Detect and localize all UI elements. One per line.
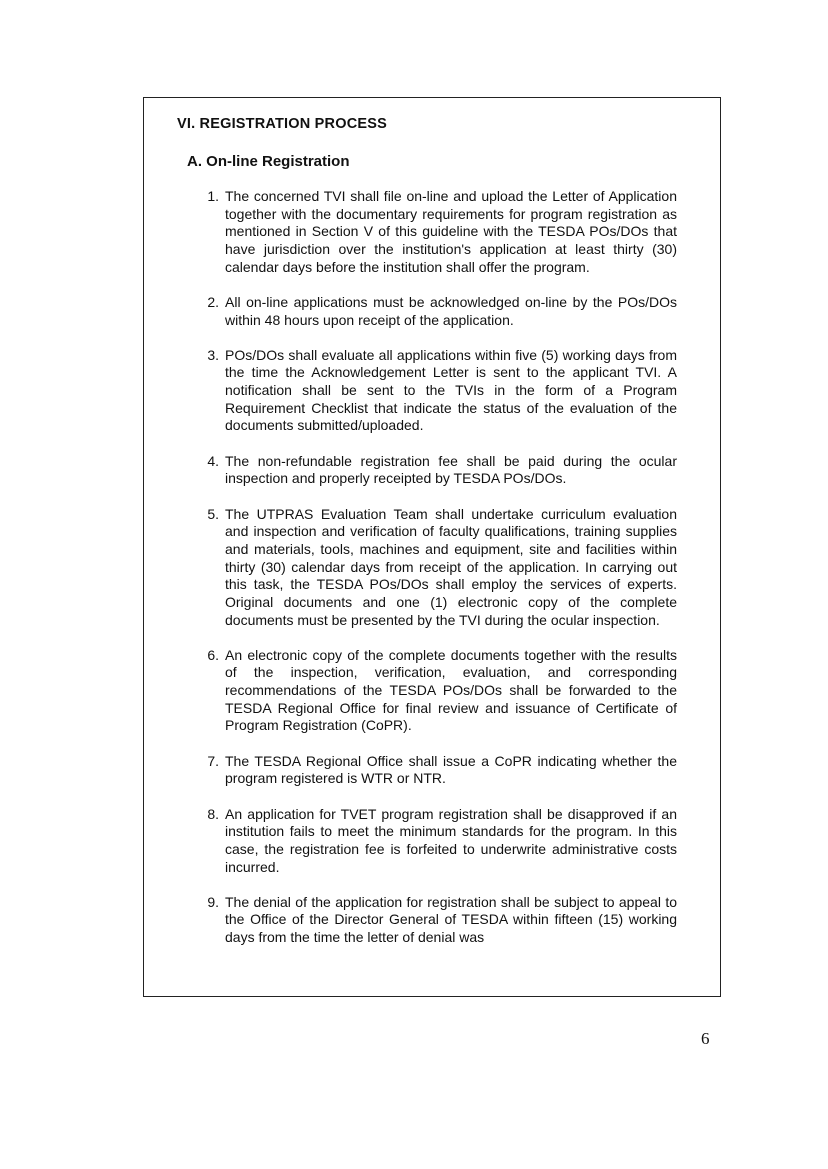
item-number: 5. — [207, 505, 219, 522]
document-frame — [143, 97, 721, 997]
item-number: 3. — [207, 346, 219, 363]
item-text: The UTPRAS Evaluation Team shall undertake curriculum evaluation and inspection and verification of faculty qualifications, training supplies and materials, tools, machines and equipment, site and facilities within thirty (30) calendar days from receipt of the application. In carrying out this task, the TESDA POs/DOs shall employ the services of experts. Original documents and one (1) electronic copy of the complete documents must be presented by the TVI during the ocular inspection. — [225, 505, 677, 628]
list-item — [200, 647, 700, 735]
item-number: 2. — [207, 293, 219, 310]
item-text: An electronic copy of the complete documents together with the results of the inspection, verification, evaluation, and corresponding recommendations of the TESDA POs/DOs shall be forwarded to the TESDA Regional Office for final review and issuance of Certificate of Program Registration (CoPR). — [225, 646, 677, 734]
item-text: The denial of the application for registration shall be subject to appeal to the Office of the Director General of TESDA within fifteen (15) working days from the time the letter of denial was — [225, 893, 677, 946]
item-number: 8. — [207, 805, 219, 822]
item-text: POs/DOs shall evaluate all applications within five (5) working days from the time the Acknowledgement Letter is sent to the applicant TVI. A notification shall be sent to the TVIs in the form of a Program Requirement Checklist that indicate the status of the evaluation of the documents submitted/uploaded. — [225, 346, 677, 434]
list-item — [200, 347, 700, 435]
item-number: 1. — [207, 188, 219, 204]
item-text: The concerned TVI shall file on-line and upload the Letter of Application together with the documentary requirements for program registration as mentioned in Section V of this guideline with the TESDA POs/DOs that have jurisdiction over the institution's application at least thirty (30) calendar days before the institution shall offer the program. — [225, 188, 677, 275]
page-number: 6 — [701, 1029, 710, 1048]
list-item — [200, 453, 700, 488]
item-text: The non-refundable registration fee shall be paid during the ocular inspection and properly receipted by TESDA POs/DOs. — [225, 452, 677, 487]
list-item — [200, 188, 700, 276]
section-title: VI. REGISTRATION PROCESS — [177, 116, 387, 132]
list-item — [200, 753, 700, 788]
item-number: 9. — [207, 893, 219, 910]
list-item — [200, 506, 700, 630]
item-number: 4. — [207, 452, 219, 469]
item-text: An application for TVET program registration shall be disapproved if an institution fails to meet the minimum standards for the program. In this case, the registration fee is forfeited to underwrite administrative costs incurred. — [225, 805, 677, 875]
subsection-title: A. On-line Registration — [187, 153, 350, 170]
item-number: 7. — [207, 752, 219, 769]
registration-steps-list — [200, 188, 700, 964]
list-item — [200, 294, 700, 329]
list-item — [200, 894, 700, 947]
item-number: 6. — [207, 646, 219, 663]
list-item — [200, 806, 700, 877]
item-text: The TESDA Regional Office shall issue a CoPR indicating whether the program registered is WTR or NTR. — [225, 752, 677, 787]
item-text: All on-line applications must be acknowledged on-line by the POs/DOs within 48 hours upon receipt of the application. — [225, 293, 677, 328]
